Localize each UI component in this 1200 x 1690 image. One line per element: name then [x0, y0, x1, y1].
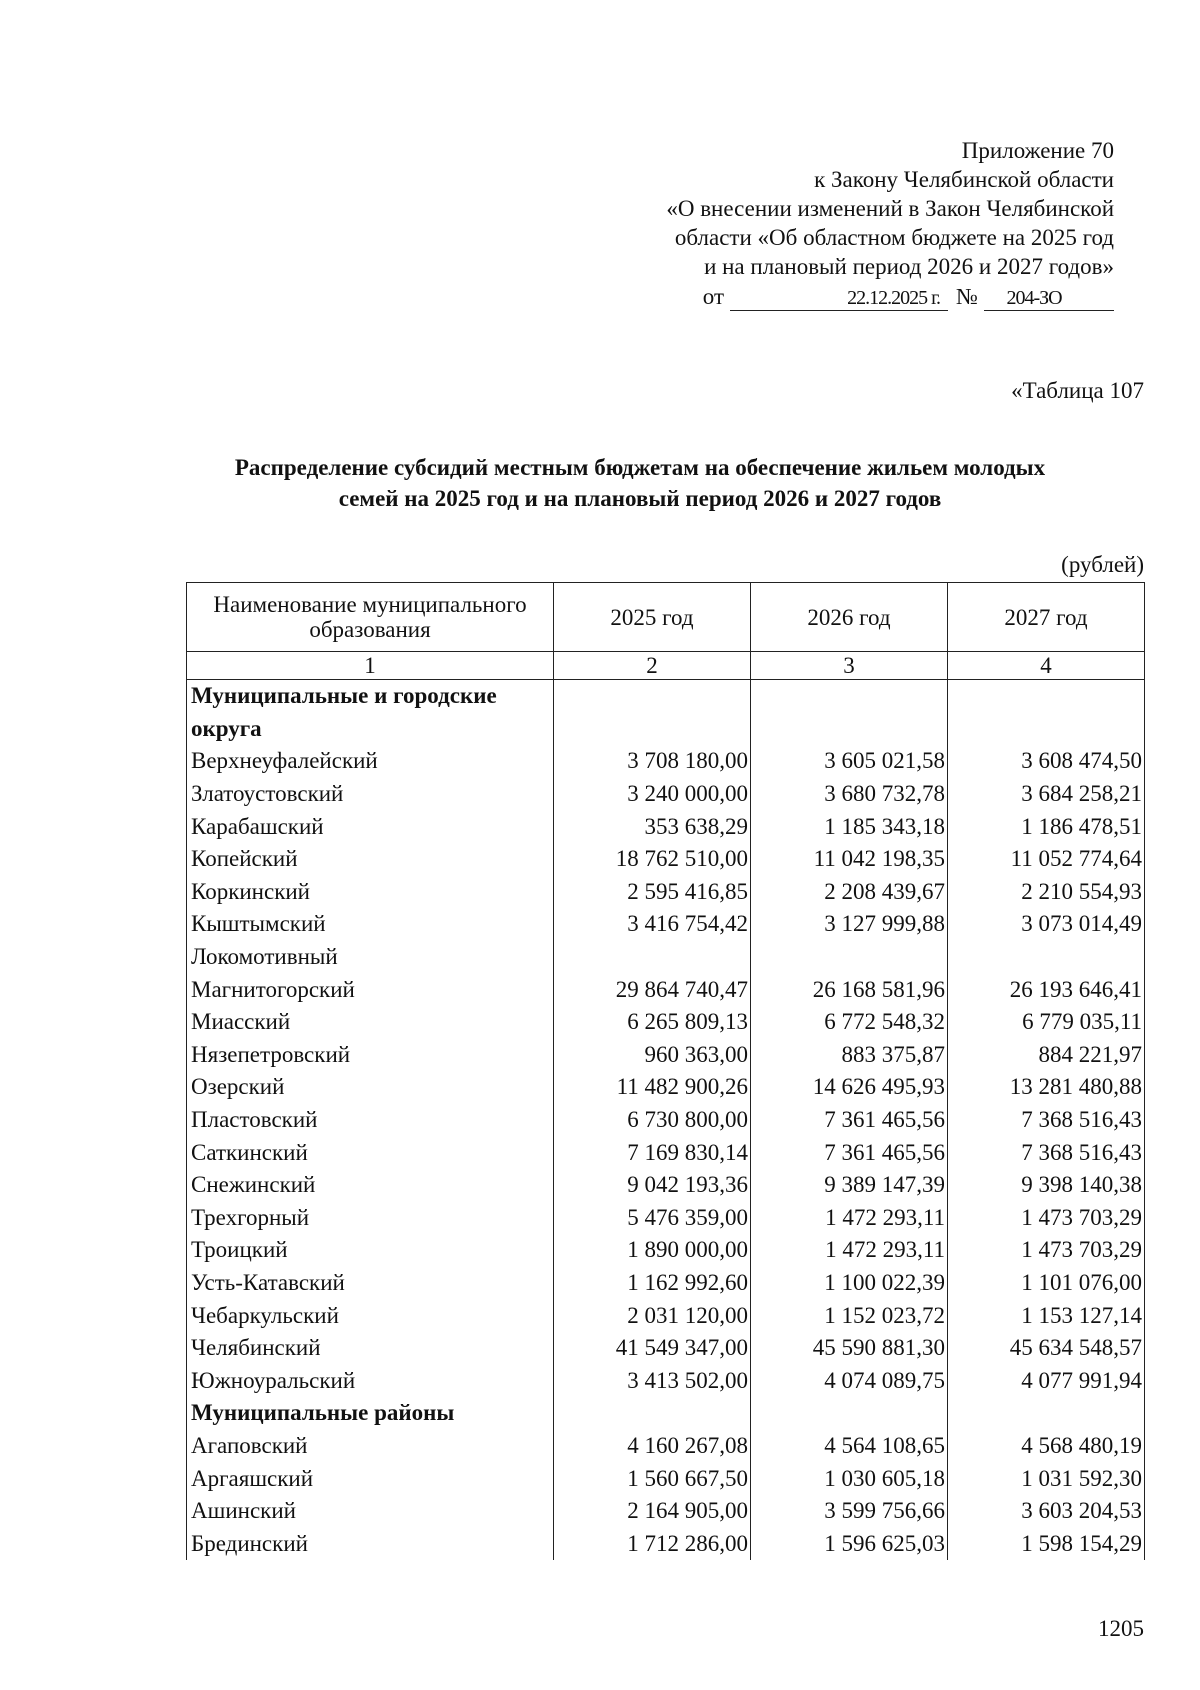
- header-2026: 2026 год: [751, 583, 948, 652]
- section-title: округа: [187, 713, 554, 746]
- table-row: [187, 843, 1145, 876]
- amount-cell: 2 164 905,00: [554, 1495, 751, 1528]
- amount-cell: 1 712 286,00: [554, 1527, 751, 1560]
- amount-cell: 3 708 180,00: [554, 745, 751, 778]
- appendix-line-3: «О внесении изменений в Закон Челябинской: [666, 196, 1114, 221]
- amount-cell: 1 472 293,11: [751, 1202, 948, 1235]
- amount-cell: 1 186 478,51: [948, 810, 1145, 843]
- amount-cell: 4 568 480,19: [948, 1430, 1145, 1463]
- table-row: [187, 1430, 1145, 1463]
- amount-cell: 353 638,29: [554, 810, 751, 843]
- table-row: [187, 1267, 1145, 1300]
- municipality-name: Пластовский: [187, 1104, 554, 1137]
- municipality-name: Брединский: [187, 1527, 554, 1560]
- table-row: [187, 745, 1145, 778]
- municipality-name: Аргаяшский: [187, 1462, 554, 1495]
- amount-cell: 45 590 881,30: [751, 1332, 948, 1365]
- table-row: [187, 876, 1145, 909]
- amount-cell: 29 864 740,47: [554, 973, 751, 1006]
- municipality-name: Магнитогорский: [187, 973, 554, 1006]
- table-row: [187, 1332, 1145, 1365]
- municipality-name: Ашинский: [187, 1495, 554, 1528]
- amount-cell: 4 074 089,75: [751, 1364, 948, 1397]
- table-row: [187, 1527, 1145, 1560]
- amount-cell: 884 221,97: [948, 1039, 1145, 1072]
- document-title: [150, 452, 1130, 514]
- municipality-name: Копейский: [187, 843, 554, 876]
- amount-cell: [751, 941, 948, 974]
- amount-cell: 2 031 120,00: [554, 1299, 751, 1332]
- subsidy-table: [186, 582, 1145, 1560]
- table-body: [187, 680, 1145, 1561]
- column-number-row: [187, 652, 1145, 680]
- column-number: 1: [187, 652, 554, 680]
- section-title: Муниципальные районы: [187, 1397, 554, 1430]
- section-title: Муниципальные и городские: [187, 680, 554, 713]
- table-row: [187, 1202, 1145, 1235]
- amount-cell: 2 208 439,67: [751, 876, 948, 909]
- table-row: [187, 908, 1145, 941]
- municipality-name: Саткинский: [187, 1136, 554, 1169]
- table-row: [187, 941, 1145, 974]
- appendix-line-2: к Закону Челябинской области: [814, 167, 1114, 192]
- amount-cell: 14 626 495,93: [751, 1071, 948, 1104]
- municipality-name: Златоустовский: [187, 778, 554, 811]
- amount-cell: 3 605 021,58: [751, 745, 948, 778]
- amount-cell: 4 160 267,08: [554, 1430, 751, 1463]
- amount-cell: 6 730 800,00: [554, 1104, 751, 1137]
- amount-cell: 1 101 076,00: [948, 1267, 1145, 1300]
- amount-cell: 11 482 900,26: [554, 1071, 751, 1104]
- amount-cell: 4 564 108,65: [751, 1430, 948, 1463]
- section-header-row: [187, 1397, 1145, 1430]
- amount-cell: 3 240 000,00: [554, 778, 751, 811]
- amount-cell: 1 031 592,30: [948, 1462, 1145, 1495]
- table-row: [187, 810, 1145, 843]
- section-header-row: [187, 713, 1145, 746]
- law-date-number-line: [554, 281, 1114, 311]
- table-row: [187, 1006, 1145, 1039]
- column-number: 3: [751, 652, 948, 680]
- amount-cell: 3 416 754,42: [554, 908, 751, 941]
- municipality-name: Коркинский: [187, 876, 554, 909]
- table-row: [187, 1234, 1145, 1267]
- table-row: [187, 1364, 1145, 1397]
- header-2025: 2025 год: [554, 583, 751, 652]
- table-row: [187, 1104, 1145, 1137]
- amount-cell: 3 680 732,78: [751, 778, 948, 811]
- amount-cell: 1 473 703,29: [948, 1234, 1145, 1267]
- amount-cell: 2 210 554,93: [948, 876, 1145, 909]
- amount-cell: 9 042 193,36: [554, 1169, 751, 1202]
- amount-cell: 9 389 147,39: [751, 1169, 948, 1202]
- municipality-name: Агаповский: [187, 1430, 554, 1463]
- amount-cell: 1 596 625,03: [751, 1527, 948, 1560]
- units-label: (рублей): [1061, 552, 1144, 577]
- amount-cell: 1 598 154,29: [948, 1527, 1145, 1560]
- title-line-1: Распределение субсидий местным бюджетам на обеспечение жильем молодых: [234, 455, 1046, 480]
- table-row: [187, 1039, 1145, 1072]
- law-number: 204-ЗО: [984, 285, 1114, 311]
- amount-cell: 7 361 465,56: [751, 1104, 948, 1137]
- table-row: [187, 1071, 1145, 1104]
- municipality-name: Челябинский: [187, 1332, 554, 1365]
- amount-cell: 3 603 204,53: [948, 1495, 1145, 1528]
- amount-cell: 6 779 035,11: [948, 1006, 1145, 1039]
- table-row: [187, 1136, 1145, 1169]
- municipality-name: Кыштымский: [187, 908, 554, 941]
- municipality-name: Озерский: [187, 1071, 554, 1104]
- municipality-name: Южноуральский: [187, 1364, 554, 1397]
- amount-cell: 3 684 258,21: [948, 778, 1145, 811]
- amount-cell: 6 265 809,13: [554, 1006, 751, 1039]
- amount-cell: [948, 941, 1145, 974]
- amount-cell: 7 368 516,43: [948, 1136, 1145, 1169]
- amount-cell: 1 185 343,18: [751, 810, 948, 843]
- table-row: [187, 1462, 1145, 1495]
- table-label: «Таблица 107: [1011, 378, 1144, 403]
- page-number: 1205: [1098, 1616, 1144, 1641]
- amount-cell: 5 476 359,00: [554, 1202, 751, 1235]
- amount-cell: 1 153 127,14: [948, 1299, 1145, 1332]
- municipality-name: Миасский: [187, 1006, 554, 1039]
- municipality-name: Верхнеуфалейский: [187, 745, 554, 778]
- amount-cell: [554, 941, 751, 974]
- municipality-name: Чебаркульский: [187, 1299, 554, 1332]
- number-sign: №: [956, 284, 978, 309]
- amount-cell: 1 472 293,11: [751, 1234, 948, 1267]
- amount-cell: 3 413 502,00: [554, 1364, 751, 1397]
- amount-cell: 9 398 140,38: [948, 1169, 1145, 1202]
- table-row: [187, 778, 1145, 811]
- table-row: [187, 973, 1145, 1006]
- appendix-line-4: области «Об областном бюджете на 2025 год: [674, 225, 1114, 250]
- amount-cell: 1 162 992,60: [554, 1267, 751, 1300]
- municipality-name: Троицкий: [187, 1234, 554, 1267]
- amount-cell: 11 042 198,35: [751, 843, 948, 876]
- column-number: 2: [554, 652, 751, 680]
- amount-cell: 960 363,00: [554, 1039, 751, 1072]
- amount-cell: 26 193 646,41: [948, 973, 1145, 1006]
- amount-cell: 2 595 416,85: [554, 876, 751, 909]
- table-row: [187, 1299, 1145, 1332]
- municipality-name: Снежинский: [187, 1169, 554, 1202]
- header-row: [187, 583, 1145, 652]
- amount-cell: 1 560 667,50: [554, 1462, 751, 1495]
- header-municipality: Наименование муниципального образования: [187, 583, 554, 652]
- appendix-header: [554, 136, 1114, 311]
- municipality-name: Карабашский: [187, 810, 554, 843]
- amount-cell: 26 168 581,96: [751, 973, 948, 1006]
- amount-cell: 7 368 516,43: [948, 1104, 1145, 1137]
- municipality-name: Локомотивный: [187, 941, 554, 974]
- amount-cell: 18 762 510,00: [554, 843, 751, 876]
- amount-cell: 3 599 756,66: [751, 1495, 948, 1528]
- column-number: 4: [948, 652, 1145, 680]
- amount-cell: 3 127 999,88: [751, 908, 948, 941]
- amount-cell: 7 361 465,56: [751, 1136, 948, 1169]
- amount-cell: 1 030 605,18: [751, 1462, 948, 1495]
- amount-cell: 6 772 548,32: [751, 1006, 948, 1039]
- appendix-line-5: и на плановый период 2026 и 2027 годов»: [704, 254, 1114, 279]
- amount-cell: 1 473 703,29: [948, 1202, 1145, 1235]
- title-line-2: семей на 2025 год и на плановый период 2026 и 2027 годов: [338, 486, 942, 511]
- municipality-name: Трехгорный: [187, 1202, 554, 1235]
- amount-cell: 7 169 830,14: [554, 1136, 751, 1169]
- section-header-row: [187, 680, 1145, 713]
- law-date: 22.12.2025 г.: [730, 285, 948, 311]
- appendix-line-1: Приложение 70: [961, 138, 1114, 163]
- table-row: [187, 1169, 1145, 1202]
- municipality-name: Усть-Катавский: [187, 1267, 554, 1300]
- header-2027: 2027 год: [948, 583, 1145, 652]
- amount-cell: 11 052 774,64: [948, 843, 1145, 876]
- amount-cell: 3 073 014,49: [948, 908, 1145, 941]
- table-row: [187, 1495, 1145, 1528]
- from-label: от: [702, 284, 725, 309]
- amount-cell: 1 100 022,39: [751, 1267, 948, 1300]
- amount-cell: 13 281 480,88: [948, 1071, 1145, 1104]
- municipality-name: Нязепетровский: [187, 1039, 554, 1072]
- amount-cell: 1 890 000,00: [554, 1234, 751, 1267]
- amount-cell: 45 634 548,57: [948, 1332, 1145, 1365]
- amount-cell: 41 549 347,00: [554, 1332, 751, 1365]
- amount-cell: 883 375,87: [751, 1039, 948, 1072]
- amount-cell: 4 077 991,94: [948, 1364, 1145, 1397]
- amount-cell: 3 608 474,50: [948, 745, 1145, 778]
- amount-cell: 1 152 023,72: [751, 1299, 948, 1332]
